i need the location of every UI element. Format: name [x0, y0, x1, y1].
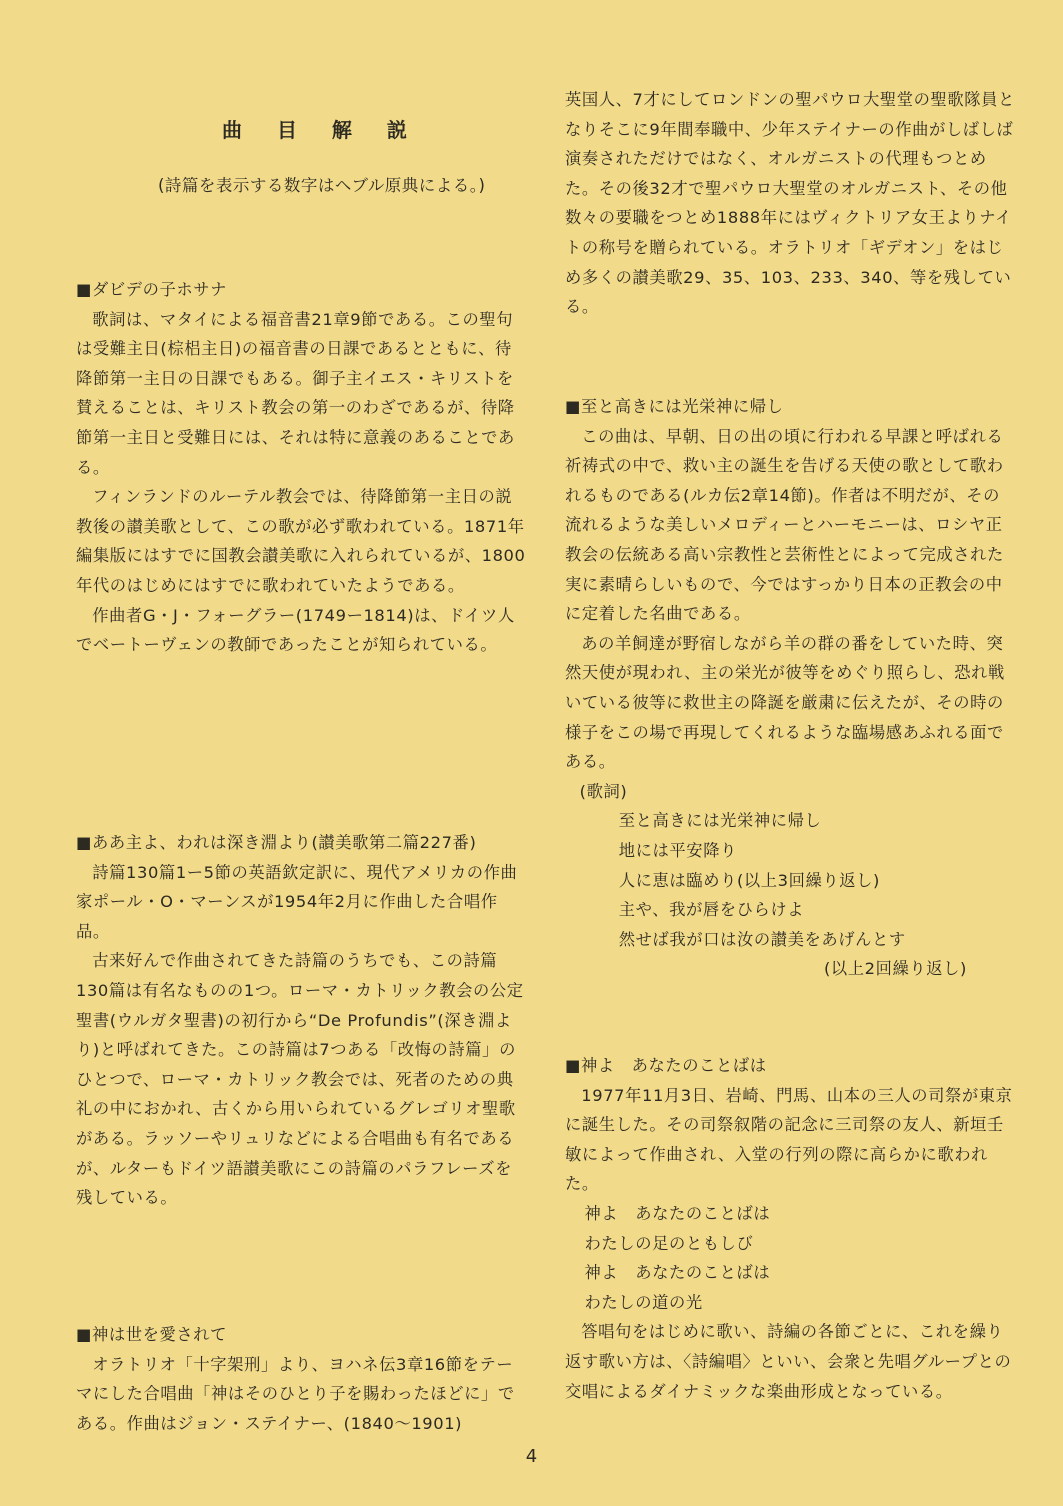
section-heading: ■ダビデの子ホサナ: [76, 280, 228, 299]
paragraph: 詩篇130篇1ー5節の英語欽定訳に、現代アメリカの作曲家ポール・O・マーンスが1954年2月に作曲した合唱作品。: [76, 862, 518, 941]
lyrics-line: 神よ あなたのことばは: [584, 1203, 771, 1223]
left-column: [76, 0, 526, 1440]
paragraph: この曲は、早朝、日の出の頃に行われる早課と呼ばれる祈祷式の中で、救い主の誕生を告げる天使の歌として歌われるものである(ルカ伝2章14節)。作者は不明だが、その流れるような美しいメロディーとハーモニーは、ロシヤ正教会の伝統ある高い宗教性と芸術性とによって完成された実に素晴らしいもので、今ではすっかり日本の正教会の中に定着した名曲である。: [565, 426, 1004, 624]
lyrics-line: 神よ あなたのことばは: [584, 1263, 771, 1283]
lyrics-line: わたしの道の光: [584, 1292, 703, 1312]
section-heading: ■ああ主よ、われは深き淵より(讃美歌第二篇227番): [76, 833, 477, 852]
paragraph: 1977年11月3日、岩崎、門馬、山本の三人の司祭が東京に誕生した。その司祭叙階の記念に三司祭の友人、新垣壬敏によって作曲され、入堂の行列の際に高らかに歌われた。: [565, 1085, 1013, 1194]
section-gloria: [565, 392, 1015, 984]
section-thy-word: [565, 1051, 1015, 1406]
section-stainer-continued: [565, 85, 1015, 322]
section-hosanna: [76, 275, 526, 660]
psalm-numbering-note: (詩篇を表示する数字はヘブル原典による。): [158, 176, 486, 195]
paragraph: 古来好んで作曲されてきた詩篇のうちでも、この詩篇130篇は有名なものの1つ。ローマ・カトリック教会の公定聖書(ウルガタ聖書)の初行から“De Profundis”(深き淵より)と呼ばれてきた。この詩篇は7つある「改悔の詩篇」のひとつで、ローマ・カトリック教会では、死者のための典礼の中におかれ、古くから用いられているグレゴリオ聖歌がある。ラッソーやリュリなどによる合唱曲も有名であるが、ルターもドイツ語讃美歌にこの詩篇のパラフレーズを残している。: [76, 951, 524, 1208]
paragraph: 歌詞は、マタイによる福音書21章9節である。この聖句は受難主日(棕梠主日)の福音書の日課であるとともに、待降節第一主日の日課でもある。御子主イエス・キリストを賛えることは、キリスト教会の第一のわざであるが、待降節第一主日と受難日には、それは特に意義のあることである。: [76, 309, 515, 477]
paragraph: 答唱句をはじめに歌い、詩編の各節ごとに、これを繰り返す歌い方は、〈詩編唱〉といい、会衆と先唱グループとの交唱によるダイナミックな楽曲形成となっている。: [565, 1322, 1012, 1401]
page-number: 4: [525, 1446, 538, 1467]
lyrics-line: 地には平安降り: [618, 840, 737, 860]
lyrics-label: (歌詞): [579, 781, 628, 801]
lyrics-line: 然せば我が口は汝の讃美をあげんとす: [618, 929, 906, 949]
paragraph: 英国人、7才にしてロンドンの聖パウロ大聖堂の聖歌隊員となりそこに9年間奉職中、少年ステイナーの作曲がしばしば演奏されただけではなく、オルガニストの代理もつとめた。その後32才で聖パウロ大聖堂のオルガニスト、その他数々の要職をつとめ1888年にはヴィクトリア女王よりナイトの称号を贈られている。オラトリオ「ギデオン」をはじめ多くの讃美歌29、35、103、233、340、等を残している。: [565, 90, 1015, 317]
paragraph: あの羊飼達が野宿しながら羊の群の番をしていた時、突然天使が現われ、主の栄光が彼等をめぐり照らし、恐れ戦いている彼等に救世主の降誕を厳粛に伝えたが、その時の様子をこの場で再現してくれるような臨場感あふれる面である。: [565, 633, 1005, 772]
page-title: 曲 目 解 説: [222, 118, 421, 142]
paragraph: オラトリオ「十字架刑」より、ヨハネ伝3章16節をテーマにした合唱曲「神はそのひとり子を賜わったほどに」である。作曲はジョン・ステイナー、(1840〜1901): [76, 1354, 515, 1433]
paragraph: 作曲者G・J・フォーグラー(1749ー1814)は、ドイツ人でベートーヴェンの教師であったことが知られている。: [76, 605, 515, 655]
paragraph: フィンランドのルーテル教会では、待降節第一主日の説教後の讃美歌として、この歌が必ず歌われている。1871年編集版にはすでに国教会讃美歌に入れられているが、1800年代のはじめにはすでに歌われていたようである。: [76, 487, 526, 595]
lyrics-line: 主や、我が唇をひらけよ: [618, 900, 805, 920]
section-heading: ■神よ あなたのことばは: [565, 1056, 767, 1075]
section-de-profundis: [76, 828, 526, 1213]
lyrics-line: 人に恵は臨めり(以上3回繰り返し): [618, 870, 880, 890]
section-heading: ■至と高きには光栄神に帰し: [565, 397, 784, 416]
repeat-note: (以上2回繰り返し): [823, 959, 967, 979]
section-heading: ■神は世を愛されて: [76, 1325, 228, 1344]
lyrics-line: 至と高きには光栄神に帰し: [618, 811, 822, 831]
lyrics-line: わたしの足のともしび: [584, 1233, 754, 1253]
section-god-so-loved: [76, 1320, 526, 1438]
right-column: [565, 0, 1015, 1440]
